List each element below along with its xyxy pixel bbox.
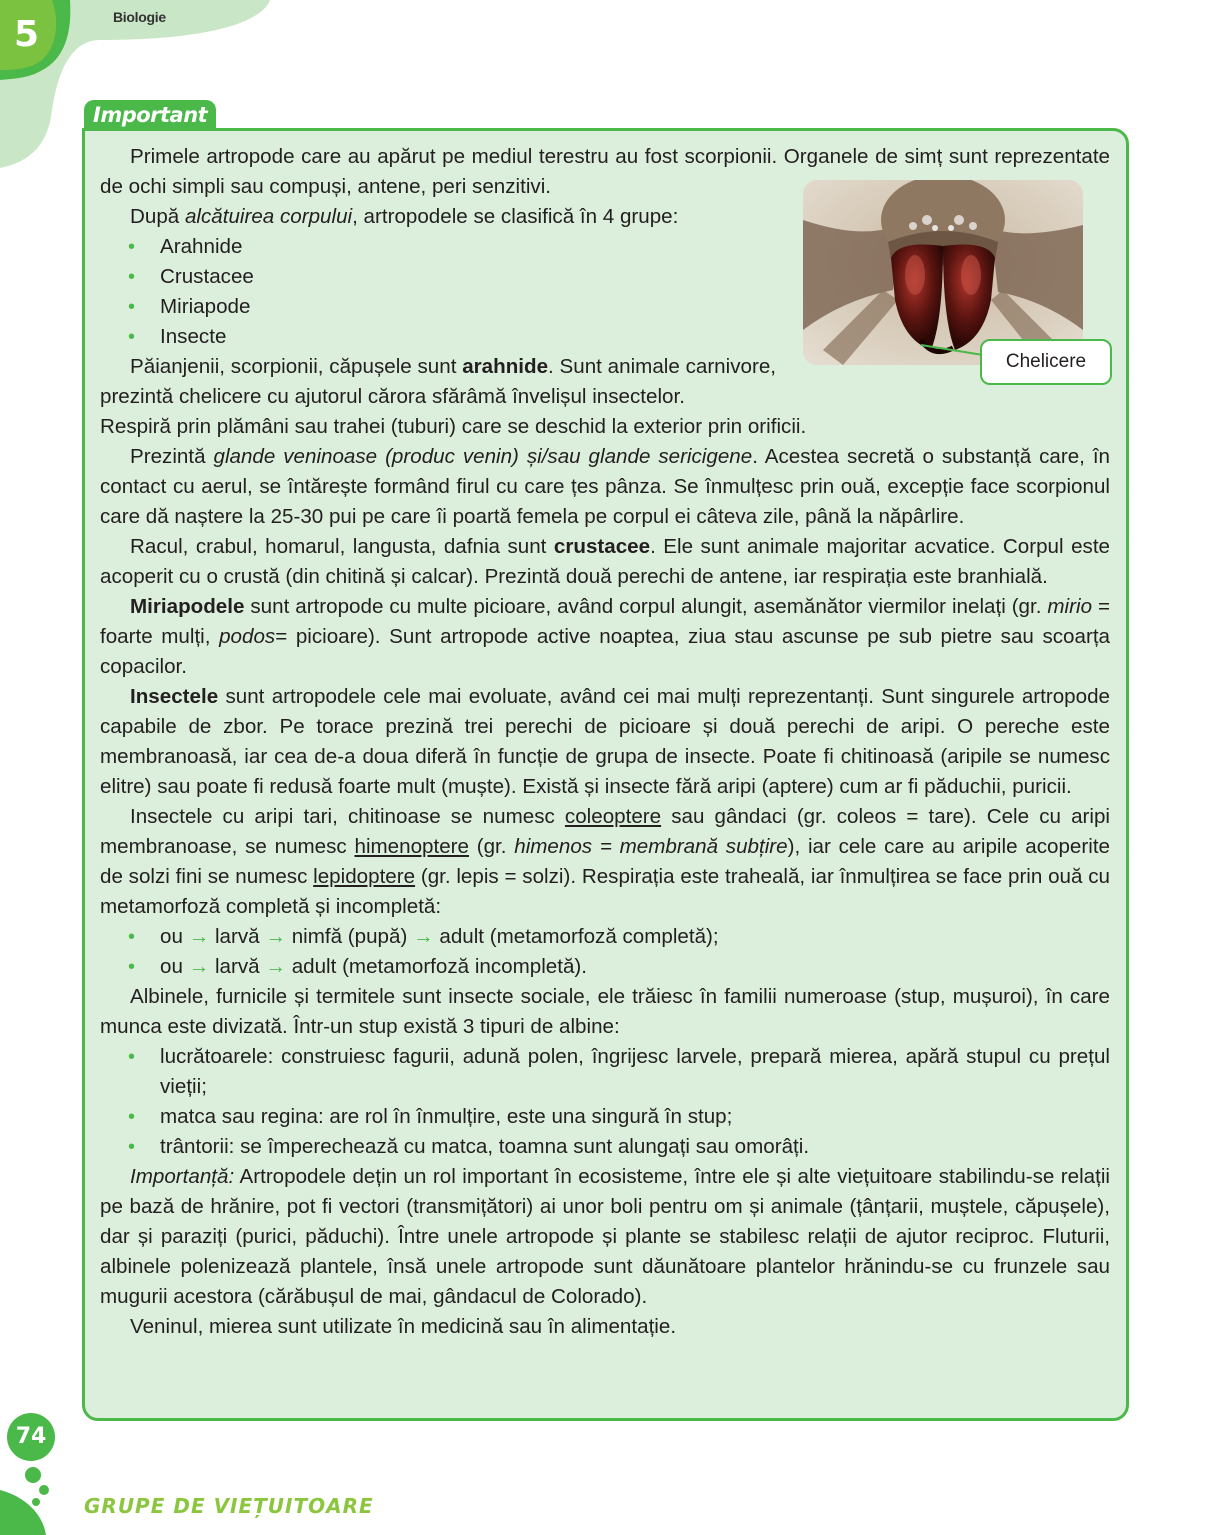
text-span: sunt artropode cu multe picioare, având corpul alungit, asemănător viermilor inelați (gr. <box>244 595 1048 618</box>
text-span: Artropodele dețin un rol important în ecosisteme, între ele și alte viețuitoare stabilindu-se relații pe bază de hrănire, pot fi vectori (transmițători) ai unor boli pentru om și animale (țânțarii, muștele, căpușele), dar și paraziți (purici, păduchi). Între unele artropode și plante se stabilesc relații de ajutor reciproc. Fluturii, albinele polenizează plantele, însă unele artropode sunt dăunătoare plantelor hrănindu-se cu frunzele sau mugurii acestora (cărăbușul de mai, gândacul de Colorado). <box>100 1165 1110 1308</box>
page-number: 74 <box>15 1424 47 1449</box>
bullet-icon: • <box>128 926 136 948</box>
list-item-label: trântorii: se împerechează cu matca, toamna sunt alungați sau omorâți. <box>160 1135 810 1158</box>
text-span: . Ele sunt animale majoritar acvatice. Corpul este acoperit cu o crustă (din chitină și calcar). Prezintă două perechi de antene, iar respirația este branhială. <box>100 535 1110 588</box>
arrow-right-icon: → <box>265 925 286 948</box>
subject-label: Biologie <box>113 9 166 25</box>
bullet-icon: • <box>128 1136 136 1158</box>
paragraph: Respiră prin plămâni sau trahei (tuburi) care se deschid la exterior prin orificii. <box>100 415 807 438</box>
bullet-icon: • <box>128 956 136 978</box>
text-span: Racul, crabul, homarul, langusta, dafnia sunt <box>130 535 554 558</box>
paragraph <box>100 442 1110 532</box>
bullet-icon: • <box>128 1046 136 1068</box>
text-span: Prezintă <box>130 445 214 468</box>
text-emphasis: Importanță: <box>130 1165 235 1188</box>
paragraph <box>100 1162 1110 1312</box>
stage: larvă <box>214 925 260 948</box>
paragraph: Veninul, mierea sunt utilizate în medicină sau în alimentație. <box>130 1315 677 1338</box>
list-item <box>100 292 1110 322</box>
arrow-right-icon: → <box>188 925 210 948</box>
term-underlined: himenoptere <box>354 835 469 858</box>
text-span: (gr. <box>468 835 515 858</box>
term-underlined: coleoptere <box>564 805 662 828</box>
stage: adult (metamorfoză incompletă). <box>291 955 587 978</box>
list-item <box>100 232 1110 262</box>
bullet-icon: • <box>128 236 136 258</box>
list-item-label: Crustacee <box>160 265 254 288</box>
text-span: ), iar cele care au aripile acoperite de solzi fini se numesc <box>100 835 1110 888</box>
bullet-icon: • <box>128 296 136 318</box>
text-span: Păianjenii, scorpionii, căpușele sunt <box>130 355 463 378</box>
paragraph: Albinele, furnicile și termitele sunt insecte sociale, ele trăiesc în familii numeroase (stup, mușuroi), în care munca este divizată. Într-un stup există 3 tipuri de albine: <box>100 985 1110 1038</box>
list-item-label: matca sau regina: are rol în înmulțire, este una singură în stup; <box>160 1105 733 1128</box>
paragraph <box>100 532 1110 592</box>
list-item-label: lucrătoarele: construiesc fagurii, adună polen, îngrijesc larvele, prepară mierea, apără stupul cu prețul vieții; <box>160 1045 1110 1098</box>
text-strong: Miriapodele <box>130 595 245 618</box>
text-emphasis: podos <box>219 625 276 648</box>
main-text <box>100 142 1110 1342</box>
chapter-title: GRUPE DE VIEȚUITOARE <box>84 1494 374 1518</box>
list-item <box>100 952 1110 982</box>
text-emphasis: mirio <box>1047 595 1093 618</box>
bullet-icon: • <box>128 326 136 348</box>
text-span: Insectele cu aripi tari, chitinoase se numesc <box>130 805 565 828</box>
list-item-label: Arahnide <box>160 235 243 258</box>
chelicerae-callout: Chelicere <box>980 339 1112 385</box>
text-span: sau gândaci (gr. coleos = tare). Cele cu aripi membranoase, se numesc <box>100 805 1110 858</box>
text-span: sunt artropodele cele mai evoluate, având cei mai mulți reprezentanți. Sunt singurele artropode capabile de zbor. Pe torace prezină trei perechi de picioare și două perechi de aripi. O pereche este membranoasă, iar cea de-a doua diferă în funcție de grupa de insecte. Poate fi chitinoasă (aripile se numesc elitre) sau poate fi redusă foarte mult (muște). Există și insecte fără aripi (aptere) cum ar fi păduchii, puricii. <box>100 685 1110 798</box>
text-span: = foarte mulți, <box>100 595 1110 648</box>
bullet-icon: • <box>128 1106 136 1128</box>
text-span: = picioare). Sunt artropode active noaptea, ziua stau ascunse pe sub pietre sau scoarța copacilor. <box>100 625 1111 678</box>
list-item <box>100 922 1110 952</box>
list-item <box>100 262 1110 292</box>
text-emphasis: glande veninoase (produc venin) și/sau glande sericigene <box>213 445 753 468</box>
paragraph <box>100 352 776 412</box>
text-strong: crustacee <box>553 535 651 558</box>
stage: larvă <box>214 955 260 978</box>
term-underlined: lepidoptere <box>313 865 416 888</box>
stage: ou <box>160 925 183 948</box>
list-item <box>100 322 1110 352</box>
list-item-label: Insecte <box>160 325 227 348</box>
text-strong: Insectele <box>130 685 219 708</box>
paragraph: Primele artropode care au apărut pe mediul terestru au fost scorpionii. Organele de simț sunt reprezentate de ochi simpli sau compuși, antene, peri senzitivi. <box>100 145 1110 198</box>
stage: ou <box>160 955 183 978</box>
list-item <box>100 1132 1110 1162</box>
important-tab-label: Important <box>93 103 208 127</box>
paragraph <box>100 682 1110 802</box>
text-span: (gr. lepis = solzi). Respirația este traheală, iar înmulțirea se face prin ouă cu metamorfoză completă și incompletă: <box>100 865 1110 918</box>
text-emphasis: alcătuirea corpului <box>184 205 353 228</box>
arrow-right-icon: → <box>188 955 210 978</box>
groups-list <box>100 232 1110 352</box>
text-emphasis: himenos = membrană subțire <box>514 835 788 858</box>
bullet-icon: • <box>128 266 136 288</box>
text-span: . Acestea secretă o substanță care, în contact cu aerul, se întărește formând firul cu care țes pânza. Se înmulțesc prin ouă, excepție face scorpionul care dă naștere la 25-30 pui pe care îi poartă femela pe corpul ei câteva zile, până la năpârlire. <box>100 445 1111 528</box>
list-item-label: Miriapode <box>160 295 251 318</box>
text-span: . Sunt animale carnivore, prezintă chelicere cu ajutorul cărora sfărâmă învelișul insectelor. <box>100 355 776 408</box>
text-span: După <box>130 205 185 228</box>
arrow-right-icon: → <box>265 955 286 978</box>
stage: adult (metamorfoză completă); <box>439 925 719 948</box>
paragraph <box>100 202 1110 232</box>
list-item <box>100 1102 1110 1132</box>
metamorphosis-list <box>100 922 1110 982</box>
arrow-right-icon: → <box>413 925 434 948</box>
paragraph <box>100 592 1110 682</box>
list-item <box>100 1042 1110 1102</box>
grade-number: 5 <box>14 14 40 55</box>
stage: nimfă (pupă) <box>291 925 408 948</box>
bees-list <box>100 1042 1110 1162</box>
text-strong: arahnide <box>462 355 549 378</box>
text-span: , artropodele se clasifică în 4 grupe: <box>352 205 679 228</box>
paragraph <box>100 802 1110 922</box>
